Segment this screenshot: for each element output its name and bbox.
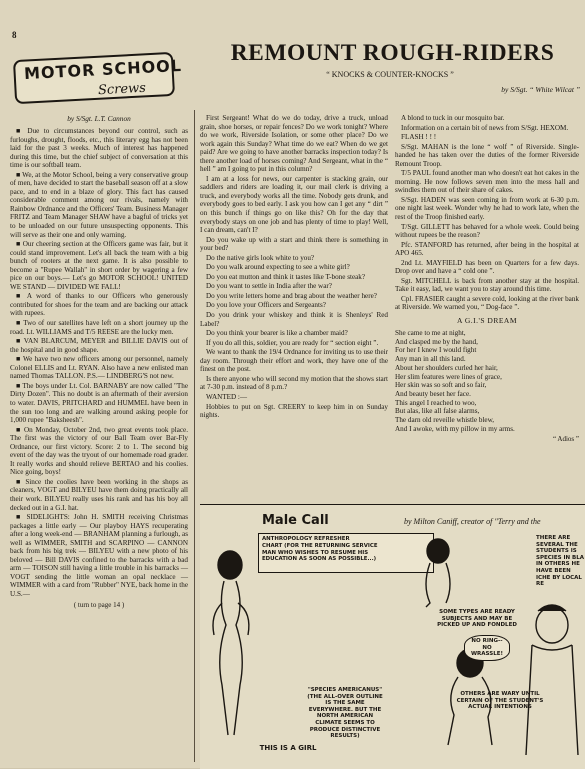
motor-school-column	[10, 52, 188, 764]
pinup-girl-icon	[426, 539, 450, 607]
motor-school-byline: by S/Sgt. L.T. Cannon	[67, 114, 131, 123]
paragraph: If you do all this, soldier, you are ready for “ section eight ”.	[206, 338, 379, 347]
paragraph: ■ We have two new officers among our personnel, namely Colonel ELLIS and Lt. RYAN. Also have a new enlisted man named Thomas TALLON. P.S.— LINDBERG'S not new.	[10, 355, 188, 381]
poem-line: And clasped me by the hand,	[395, 337, 478, 346]
comic-artwork	[200, 505, 585, 769]
motor-school-body	[10, 127, 188, 599]
paragraph: ■ We, at the Motor School, being a very conservative group of men, have decided to start the baseball season off at a slow pace, and to end in a blaze of glory. This fact has caused considerable comment among our rivals, namely with Rainbow Ordnance and the Officers' Team. Business Manager FRITZ and Team Manager SHAW have a bagful of tricks yet to be unloaded on our future unsuspecting opponents. This will serve as their one and only warning.	[10, 170, 188, 239]
paragraph: ■ Two of our satellites have left on a short journey up the road. Lt. WILLIAMS and T/5 REESE are the lucky men.	[10, 319, 188, 336]
paragraph: A blond to tuck in our mosquito bar.	[401, 114, 505, 122]
male-call-comic	[200, 504, 585, 769]
remount-column-b	[395, 114, 579, 443]
paragraph: Do you wake up with a start and think there is something in your bed?	[200, 235, 388, 253]
speech-bubble-ring: NO RING-- NO WRASSLE!	[464, 635, 510, 661]
comic-credit: by Milton Caniff, creator of "Terry and the	[404, 517, 541, 526]
poem-line: And I awoke, with my pillow in my arms.	[395, 424, 515, 433]
paragraph: ■ SIDELIGHTS: John H. SMITH receiving Christmas packages a little early — Our playboy HAYS recuperating after a long week-end — BRANHAM planning a furlough, as well as WIMMER, SMITH and SCARPINO — CANNON back from his big trek — BILYEU with a new photo of his beloved — Bill DAVIS confined to the barracks with a bad arm — TOISON still having a little trouble in his barracks — VOGT sending the little woman an opal necklace — WIMMER with a card from "Rubber" NYE, back home in the U.S.—	[10, 513, 188, 598]
paragraph: ■ VAN BLARCUM, MEYER and BILLIE DAVIS out of the hospital and in good shape.	[10, 337, 188, 354]
poem-line: Her slim features were lines of grace,	[395, 372, 502, 381]
paragraph: ■ On Monday, October 2nd, two great events took place. The first was the victory of our Ball Team over Bar-Fly Ordnance, our first victory. Score: 2 to 1. The second big event of the day was the tryout of our homemade road grader. It really works and should relieve BERTAO and his coolies. Nice going, boys!	[10, 425, 188, 477]
poem-line: She came to me at night,	[395, 329, 466, 338]
poem-line: For her I knew I would fight	[395, 346, 477, 355]
poem-line: And beauty beset her face.	[395, 389, 471, 398]
paragraph: Do you write letters home and brag about the weather here?	[206, 291, 377, 300]
paragraph: 2nd Lt. MAYFIELD has been on Quarters for a few days. Drop over and have a “ cold one ”.	[395, 258, 579, 276]
remount-headline: REMOUNT ROUGH-RIDERS	[230, 40, 555, 66]
paragraph: We want to thank the 19/4 Ordnance for inviting us to use their day room. Through their effort and work, they have one of the finest on the post.	[200, 348, 388, 374]
paragraph: Do you think your bearer is like a chamber maid?	[206, 329, 348, 338]
paragraph: I am at a loss for news, our carpenter is stacking grain, our saddlers and riders are loading it, our mail clerk is driving a truck, and everybody works all the time. Nobody gets drunk, and everybody goes to bed early. I ask you how can I get any “ dirt ” on this bunch if things go on like this? Oh for the day that everybody stays on one job and has plenty of time to play! Well, I can dream, can't I?	[200, 174, 388, 235]
paragraph: ■ The boys under Lt. Col. BARNABY are now called "The Dirty Dozen". This no doubt is an aftermath of their aversion to water. DAVIS, PRITCHARD and HUMMEL have been in the sun too long and are walking around asking people for 1,000 rupee "Baksheesh".	[10, 381, 188, 425]
paragraph: Information on a certain bit of news from S/Sgt. HEXOM.	[401, 123, 569, 132]
paragraph: ■ Our cheering section at the Officers game was fair, but it could stand improvement. Let's all back the team with a big bunch of rooters at the next game. It is also possible to become a "Rupee Wallah" in short order by wagering a few pice on our boys.— Let's go MOTOR SCHOOL! UNITED WE STAND — DIVIDED WE FALL!	[10, 240, 188, 291]
remount-subheadline: “ KNOCKS & COUNTER-KNOCKS ”	[326, 70, 454, 79]
poem-title: A G.I.'S DREAM	[456, 316, 518, 326]
paragraph: T/Sgt. GILLETT has behaved for a whole week. Could being without rupees be the reason?	[395, 222, 579, 240]
column-divider	[194, 110, 195, 762]
paragraph: Pfc. STANFORD has returned, after being in the hospital at APO 465.	[395, 240, 579, 258]
paragraph: ■ Due to circumstances beyond our control, such as furloughs, drought, floods, etc., this literary egg has not been laid for the past 3 weeks. Much of interest has happened during this time, but the chief subject of conversation at this time is our softball team.	[10, 127, 188, 170]
paragraph: FLASH ! ! !	[401, 133, 437, 142]
paragraph: Hobbies to put on Sgt. CREERY to keep him in on Sunday nights.	[200, 402, 388, 420]
speech-bubble-types: SOME TYPES ARE READY SUBJECTS AND MAY BE PICKED UP AND FONDLED	[437, 609, 517, 629]
paragraph: WANTED :—	[206, 392, 248, 401]
paragraph: Do the native girls look white to you?	[206, 253, 315, 262]
paragraph: Do you drink your whiskey and think it is Shenleys' Red Label?	[200, 311, 388, 328]
paragraph: Is there anyone who will second my motion that the shows start at 7-30 p.m. instead of 8 p.m.?	[200, 374, 388, 392]
paragraph: Do you eat mutton and think it tastes like T-bone steak?	[206, 272, 366, 281]
paragraph: S/Sgt. MAHAN is the lone “ wolf ” of Riverside. Single-handed he has taken over the duties of the former Riverside Remount Troop.	[395, 142, 579, 168]
page-number: 8	[12, 30, 17, 40]
caption-this-is-a-girl: THIS IS A GIRL	[259, 744, 317, 752]
logo-title: MOTOR SCHOOL	[23, 55, 183, 84]
poem-line: The darn old reveille whistle blew,	[395, 416, 495, 425]
speech-bubble-wary: OTHERS ARE WARY UNTIL CERTAIN OF THE STUDENT'S ACTUAL INTENTIONS	[456, 691, 544, 711]
logo-subtitle: Screws	[97, 80, 147, 99]
paragraph: T/5 PAUL found another man who doesn't eat hot cakes in the morning. He now follows seven men into the mess hall and swindles them out of their share of cakes.	[395, 169, 579, 195]
girl-figure-icon	[213, 551, 249, 735]
poem-line: About her shoulders curled her hair,	[395, 363, 498, 372]
paragraph: S/Sgt. HADEN was seen coming in from work at 6-30 p.m. one night last week. Wonder why he had to work late, when the rest of the Troop finished early.	[395, 195, 579, 222]
poem-signature: “ Adios ”	[552, 435, 579, 444]
poem	[395, 329, 579, 433]
paragraph: Cpl. FRASIER caught a severe cold, looking at the river bank at Riverside. We warned you, “ Dog-face ”.	[395, 294, 579, 312]
poem-line: Any man in all this land.	[395, 355, 466, 364]
paragraph: First Sergeant! What do we do today, drive a truck, unload grain, shoe horses, or repair fences? Do we work tonight? Where do we work, Riverside Isolation, or some other place? Do we work again this Sunday? What time do we eat? When do we get paid? Are we going to have another barracks inspection today? Is there another load of horses coming? And Sergeant, what in the “ hell ” am I going to put in this column?	[200, 114, 388, 174]
poem-line: Her skin was so soft and so fair,	[395, 381, 487, 390]
paragraph: ■ A word of thanks to our Officers who generously contributed for shoes for the team and are backing our attack with rupees.	[10, 292, 188, 318]
poem-line: But alas, like all false alarms,	[395, 407, 480, 416]
remount-column-a	[200, 114, 388, 421]
motor-school-logo	[10, 52, 188, 110]
remount-byline: by S/Sgt. “ White Wilcat ”	[501, 85, 580, 94]
poem-line: This angel I reached to woo,	[395, 398, 477, 407]
turn-page-note: ( turn to page 14 )	[73, 600, 125, 609]
paragraph: Do you love your Officers and Sergeants?	[206, 301, 326, 310]
paragraph: Sgt. MITCHELL is back from another stay at the hospital. Take it easy, lad, we want you to stay around this time.	[395, 276, 579, 294]
comic-title: Male Call	[262, 513, 329, 528]
paragraph: ■ Since the coolies have been working in the shops as cleaners, VOGT and BILYEU have them doing practically all their work. BILYEU really uses his rank and has his boy all decked out in a G.I. hat.	[10, 477, 188, 512]
paragraph: Do you want to settle in India after the war?	[206, 282, 332, 291]
paragraph: Do you walk around expecting to see a white girl?	[206, 263, 350, 272]
speech-bubble-right: THERE ARE SEVERAL THE STUDENTS IS SPECIES IN BLA IN OTHERS HE HAVE BEEN ICHE BY LOCAL RE	[536, 535, 584, 588]
speech-bubble-species: "SPECIES AMERICANUS" (THE ALL-OVER OUTLINE IS THE SAME EVERYWHERE. BUT THE NORTH AMERICAN CLIMATE SEEMS TO PRODUCE DISTINCTIVE RESULTS)	[307, 687, 383, 740]
anthropology-chart-caption: ANTHROPOLOGY REFRESHER CHART (FOR THE RETURNING SERVICE MAN WHO WISHES TO RESUME HIS EDUCATION AS SOON AS POSSIBLE...)	[258, 533, 434, 573]
soldier-figure-icon	[526, 605, 578, 755]
